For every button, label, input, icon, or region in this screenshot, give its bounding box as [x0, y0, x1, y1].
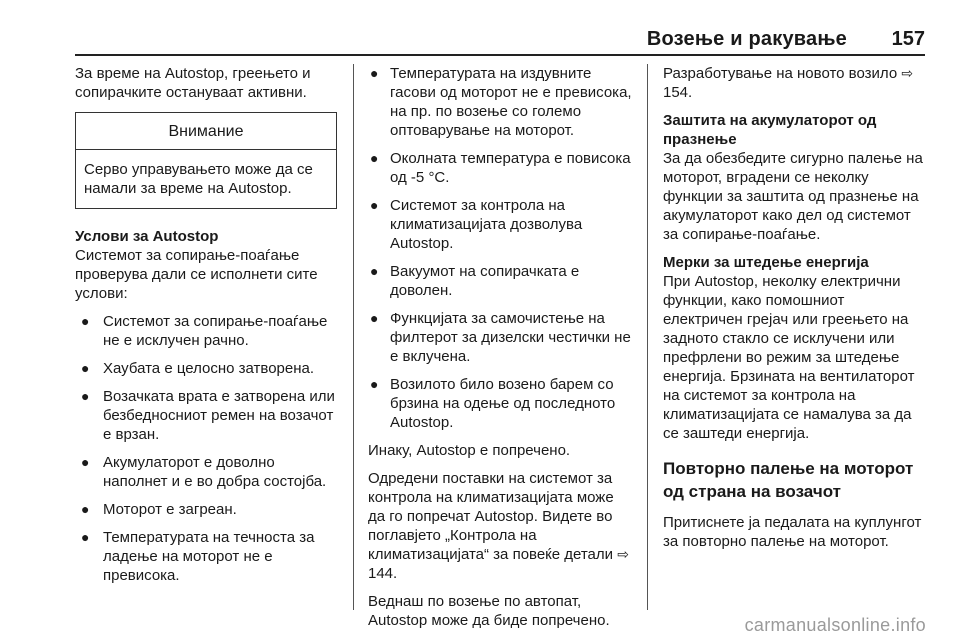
autostop-intro: За време на Autostop, греењето и сопирачките остануваат активни. [75, 65, 311, 101]
column-divider-2 [647, 64, 648, 610]
bullet-icon: ● [370, 150, 379, 166]
list-item: ● Температурата на издувните гасови од моторот не е превисока, на пр. по возење со големо оптоварување на моторот. [370, 65, 632, 139]
bullet-icon: ● [81, 454, 90, 470]
watermark: carmanualsonline.info [744, 615, 926, 635]
conditions-list-2 [368, 64, 632, 432]
column-divider-1 [353, 64, 354, 610]
page-reference-link[interactable]: 154. [663, 84, 693, 101]
bullet-icon: ● [370, 376, 379, 392]
list-item: ● Возачката врата е затворена или безбедносниот ремен на возачот е врзан. [81, 388, 335, 443]
list-item: ● Системот за сопирање-поаѓање не е исклучен рачно. [81, 313, 328, 349]
bullet-icon: ● [370, 197, 379, 213]
bullet-icon: ● [81, 313, 90, 329]
bullet-icon: ● [81, 501, 90, 517]
list-item: ● Возилото било возено барем со брзина на одење од последното Autostop. [370, 376, 616, 431]
page-number: 157 [891, 28, 925, 50]
section-title-engine-restart: Повторно палење на моторот од страна на возачот [663, 459, 914, 501]
conditions-intro: Системот за сопирање-поаѓање проверува дали се исполнети сите услови: [75, 247, 318, 302]
autostop-prevented-note: Инаку, Autostop е попречено. [368, 442, 571, 459]
column-1 [75, 64, 337, 594]
bullet-icon: ● [81, 388, 90, 404]
list-item: ● Моторот е загреан. [81, 501, 237, 518]
battery-protection-text: За да обезбедите сигурно палење на моторот, вградени се неколку функции за заштита од празнење на акумулаторот како дел од системот за сопирање-поаѓање. [663, 150, 923, 243]
column-3 [663, 64, 927, 560]
list-item: ● Околната температура е повисока од -5 °C. [370, 150, 631, 186]
header-divider [75, 54, 925, 56]
engine-restart-text: Притиснете ја педалата на куплунгот за повторно палење на моторот. [663, 514, 922, 550]
bullet-icon: ● [370, 310, 379, 326]
list-item: ● Вакуумот на сопирачката е доволен. [370, 263, 580, 299]
list-item: ● Системот за контрола на климатизацијата дозволува Autostop. [370, 197, 583, 252]
chapter-title: Возење и ракување [646, 28, 847, 50]
list-item: ● Хаубата е целосно затворена. [81, 360, 315, 377]
warning-title: Внимание [76, 113, 336, 150]
page-header [75, 24, 925, 52]
bullet-icon: ● [370, 263, 379, 279]
list-item: ● Температурата на течноста за ладење на моторот не е превисока. [81, 529, 315, 584]
list-item: ● Функцијата за самочистење на филтерот за дизелски честички не е вклучена. [370, 310, 631, 365]
page-reference-link[interactable]: 144. [368, 565, 398, 582]
list-item: ● Акумулаторот е доволно наполнет и е во добра состојба. [81, 454, 327, 490]
page-reference-arrow-icon: ⇨ [617, 546, 629, 562]
bullet-icon: ● [370, 65, 379, 81]
bullet-icon: ● [81, 360, 90, 376]
bullet-icon: ● [81, 529, 90, 545]
warning-body: Серво управувањето може да се намали за време на Autostop. [84, 161, 313, 197]
conditions-list-1 [75, 312, 337, 585]
breaking-in-note: Разработување на новото возило ⇨ 154. [663, 65, 914, 101]
warning-box [75, 112, 337, 209]
section-title-battery-protection: Заштита на акумулаторот од празнење [663, 112, 877, 148]
energy-saving-text: При Autostop, неколку електрични функции, како помошниот електричен грејач или греењето на задното стакло се исклучени или префрлени во режим за штедење енергија. Брзината на вентилаторот на системот за контрола на климатизацијата се намалува за да се заштеди енергија. [663, 273, 915, 442]
climate-control-note: Одредени поставки на системот за контрола на климатизацијата може да го попречат Autostop. Видете во поглавјето „Контрола на климатизацијата“ за повеќе детали ⇨ 144. [368, 470, 629, 582]
page-reference-arrow-icon: ⇨ [901, 65, 914, 81]
highway-note: Веднаш по возење по автопат, Autostop може да биде попречено. [368, 593, 610, 629]
section-title-energy-saving: Мерки за штедење енергија [663, 254, 869, 271]
column-2 [368, 64, 632, 639]
section-title-autostop-conditions: Услови за Autostop [75, 228, 219, 245]
